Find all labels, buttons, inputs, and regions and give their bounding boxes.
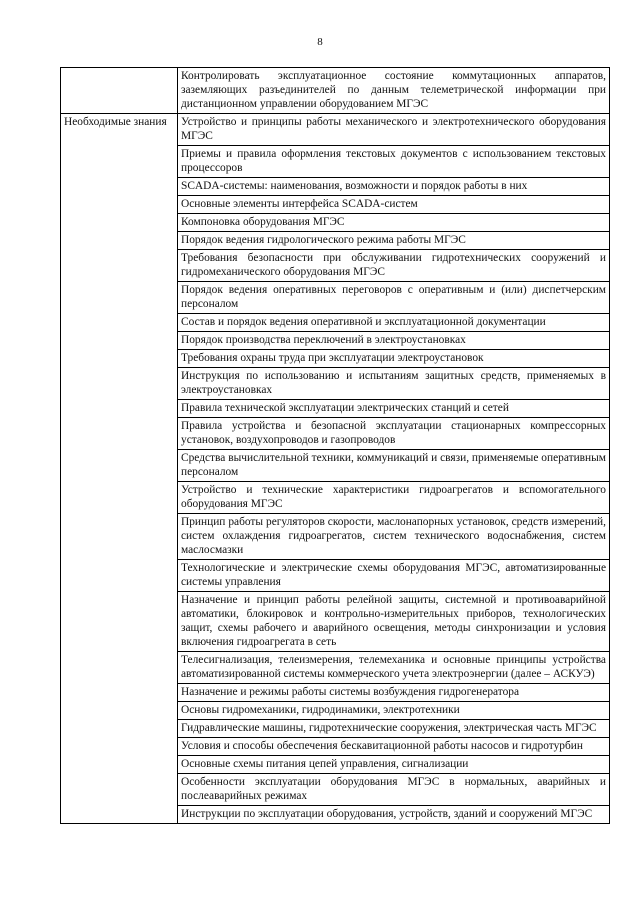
row-text: Правила устройства и безопасной эксплуатации стационарных компрессорных установок, воздухопроводов и газопроводов bbox=[178, 418, 610, 450]
row-text: Назначение и принцип работы релейной защиты, системной и противоаварийной автоматики, блокировок и контрольно-измерительных приборов, технологических защит, схемы рабочего и аварийного освещения, методы синхронизации и условия включения гидроагрегата в сеть bbox=[178, 592, 610, 652]
row-text: Инструкция по использованию и испытаниям защитных средств, применяемых в электроустановках bbox=[178, 368, 610, 400]
row-text: Гидравлические машины, гидротехнические сооружения, электрическая часть МГЭС bbox=[178, 720, 610, 738]
page-number: 8 bbox=[317, 36, 323, 48]
row-text: Устройство и принципы работы механического и электротехнического оборудования МГЭС bbox=[178, 114, 610, 146]
table-row bbox=[61, 68, 610, 114]
row-text: Контролировать эксплуатационное состояние коммутационных аппаратов, заземляющих разъединителей по данным телеметрической информации при дистанционном управлении оборудованием МГЭС bbox=[178, 68, 610, 114]
row-text: Приемы и правила оформления текстовых документов с использованием текстовых процессоров bbox=[178, 146, 610, 178]
row-text: Компоновка оборудования МГЭС bbox=[178, 214, 610, 232]
row-text: Правила технической эксплуатации электрических станций и сетей bbox=[178, 400, 610, 418]
row-text: Принцип работы регуляторов скорости, маслонапорных установок, средств измерений, систем охлаждения гидроагрегатов, систем технического водоснабжения, систем маслосмазки bbox=[178, 514, 610, 560]
row-text: Назначение и режимы работы системы возбуждения гидрогенератора bbox=[178, 684, 610, 702]
row-text: Состав и порядок ведения оперативной и эксплуатационной документации bbox=[178, 314, 610, 332]
row-text: Требования охраны труда при эксплуатации электроустановок bbox=[178, 350, 610, 368]
row-text: Технологические и электрические схемы оборудования МГЭС, автоматизированные системы управления bbox=[178, 560, 610, 592]
row-text: Особенности эксплуатации оборудования МГЭС в нормальных, аварийных и послеаварийных режимах bbox=[178, 774, 610, 806]
row-text: Инструкции по эксплуатации оборудования, устройств, зданий и сооружений МГЭС bbox=[178, 806, 610, 824]
row-text: Основы гидромеханики, гидродинамики, электротехники bbox=[178, 702, 610, 720]
table-row bbox=[61, 114, 610, 146]
row-text: Требования безопасности при обслуживании гидротехнических сооружений и гидромеханического оборудования МГЭС bbox=[178, 250, 610, 282]
knowledge-table bbox=[60, 67, 610, 824]
row-label bbox=[61, 68, 178, 114]
row-text: SCADA-системы: наименования, возможности и порядок работы в них bbox=[178, 178, 610, 196]
row-text: Устройство и технические характеристики гидроагрегатов и вспомогательного оборудования МГЭС bbox=[178, 482, 610, 514]
row-text: Порядок ведения гидрологического режима работы МГЭС bbox=[178, 232, 610, 250]
row-text: Условия и способы обеспечения бескавитационной работы насосов и гидротурбин bbox=[178, 738, 610, 756]
row-text: Порядок производства переключений в электроустановках bbox=[178, 332, 610, 350]
row-text: Основные схемы питания цепей управления, сигнализации bbox=[178, 756, 610, 774]
row-label-required-knowledge: Необходимые знания bbox=[61, 114, 178, 824]
row-text: Средства вычислительной техники, коммуникаций и связи, применяемые оперативным персоналом bbox=[178, 450, 610, 482]
row-text: Порядок ведения оперативных переговоров с оперативным и (или) диспетчерским персоналом bbox=[178, 282, 610, 314]
row-text: Основные элементы интерфейса SCADA-систем bbox=[178, 196, 610, 214]
row-text: Телесигнализация, телеизмерения, телемеханика и основные принципы устройства автоматизированной системы коммерческого учета электроэнергии (далее – АСКУЭ) bbox=[178, 652, 610, 684]
